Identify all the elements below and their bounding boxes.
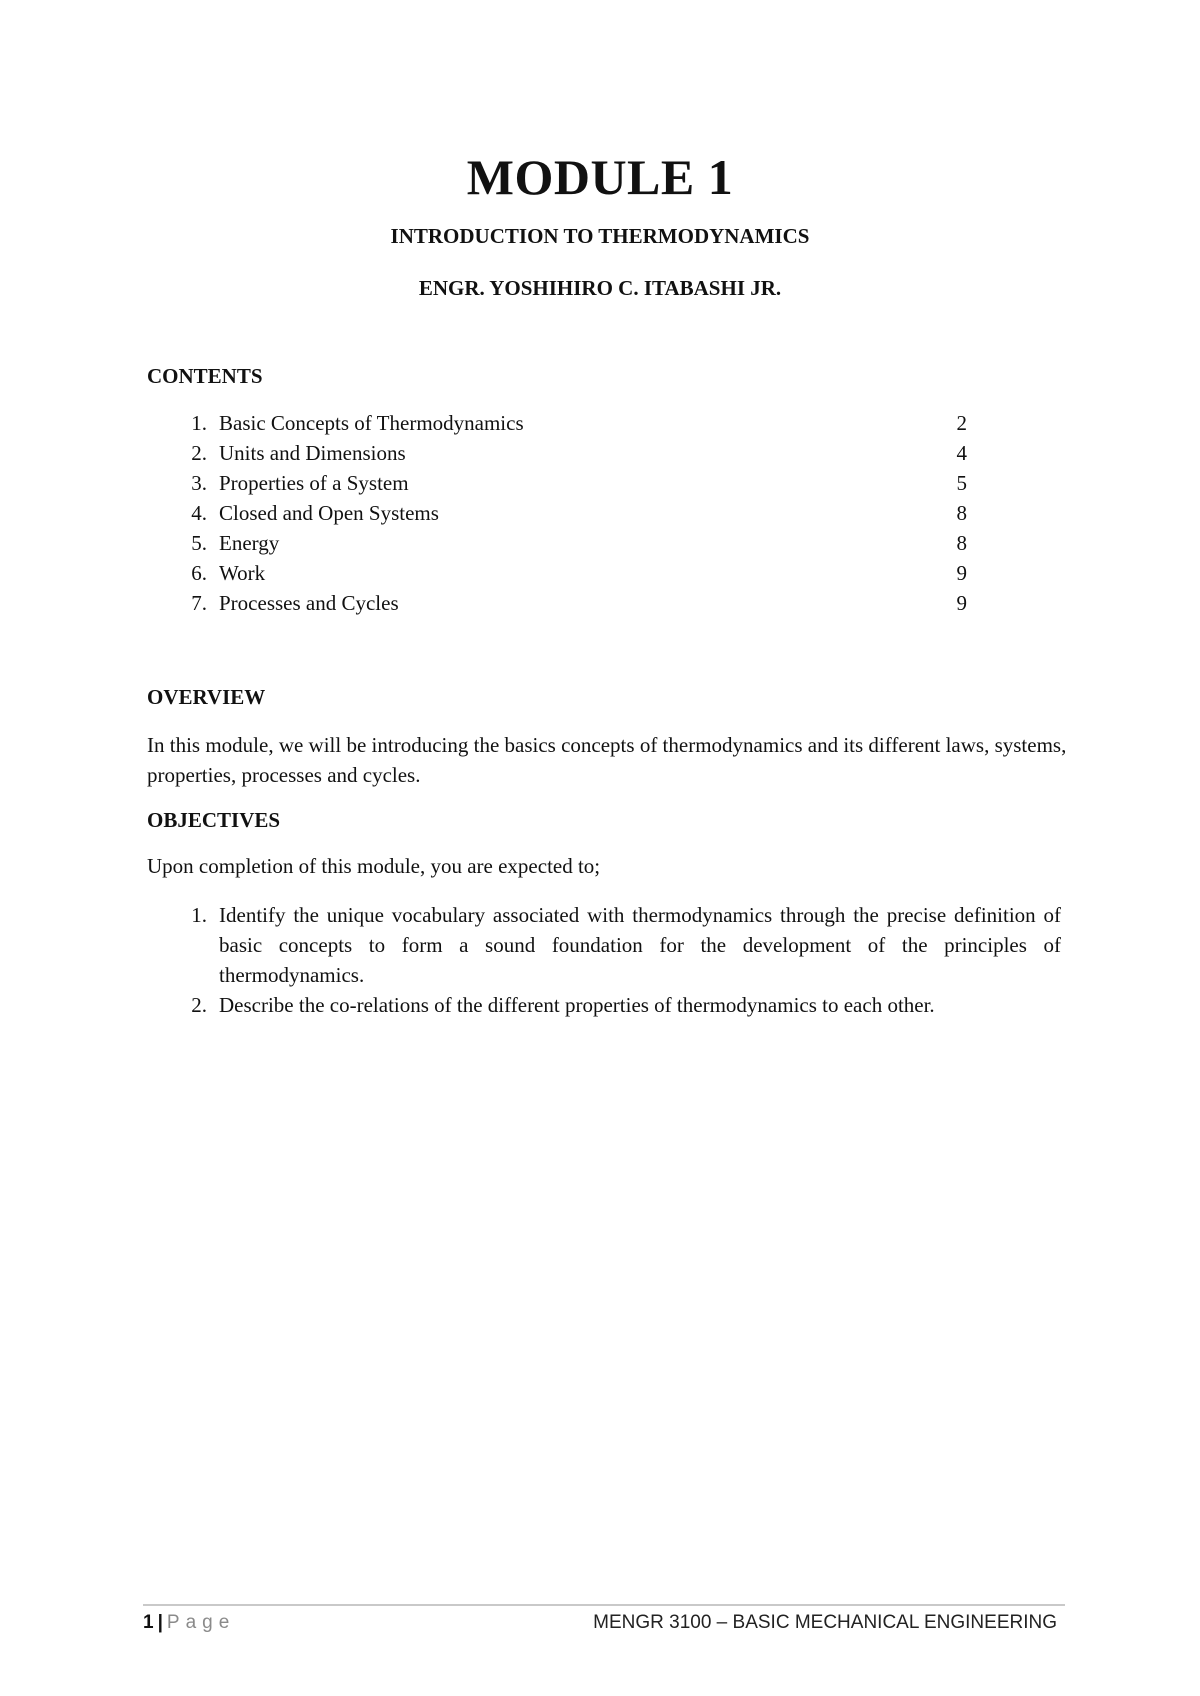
toc-item: [147, 558, 967, 588]
toc-item-number: 6.: [191, 561, 207, 585]
module-subtitle: INTRODUCTION TO THERMODYNAMICS: [390, 224, 810, 248]
overview-heading: OVERVIEW: [147, 685, 266, 709]
toc-item-title: Properties of a System: [219, 471, 409, 495]
objective-number: 2.: [191, 993, 207, 1017]
page-indicator: [143, 1612, 235, 1634]
page-separator: |: [157, 1612, 163, 1633]
author-name: ENGR. YOSHIHIRO C. ITABASHI JR.: [418, 276, 782, 300]
toc-item-page: 9: [956, 561, 967, 585]
toc-item: [147, 468, 967, 498]
toc-item-page: 9: [956, 591, 967, 615]
page-number: 1: [143, 1612, 154, 1633]
toc-item-title: Basic Concepts of Thermodynamics: [219, 411, 524, 435]
toc-item-title: Processes and Cycles: [219, 591, 399, 615]
objective-text: Identify the unique vocabulary associated with thermodynamics through the precise definition of basic concepts to form a sound foundation for the development of the principles of thermodynamics.: [219, 903, 1061, 987]
toc-item: [147, 528, 967, 558]
toc-item-title: Closed and Open Systems: [219, 501, 439, 525]
toc-item: [147, 498, 967, 528]
objectives-list: [147, 900, 1061, 1020]
toc-item: [147, 588, 967, 618]
course-footer: MENGR 3100 – BASIC MECHANICAL ENGINEERING: [593, 1612, 1057, 1633]
toc-item-number: 3.: [191, 471, 207, 495]
objective-number: 1.: [191, 903, 207, 927]
toc-item-page: 8: [956, 531, 967, 555]
objective-text: Describe the co-relations of the different properties of thermodynamics to each other.: [219, 993, 935, 1017]
toc-item-page: 2: [956, 411, 967, 435]
toc-item-title: Units and Dimensions: [219, 441, 406, 465]
toc-item-page: 4: [956, 441, 967, 465]
toc-item-number: 7.: [191, 591, 207, 615]
toc-item-number: 1.: [191, 411, 207, 435]
table-of-contents: [147, 408, 967, 618]
toc-item-title: Work: [219, 561, 266, 585]
contents-heading: CONTENTS: [147, 364, 263, 388]
toc-item-page: 8: [956, 501, 967, 525]
page-label: Page: [166, 1612, 236, 1633]
overview-text: In this module, we will be introducing the basics concepts of thermodynamics and its different laws, systems, properties, processes and cycles.: [147, 733, 1067, 787]
objective-item: [147, 990, 1061, 1020]
toc-item-title: Energy: [219, 531, 280, 555]
objectives-heading: OBJECTIVES: [147, 808, 281, 832]
toc-item: [147, 408, 967, 438]
toc-item-number: 2.: [191, 441, 207, 465]
footer-divider: [143, 1604, 1065, 1606]
toc-item-number: 4.: [191, 501, 207, 525]
objective-item: [147, 900, 1061, 990]
module-title: MODULE 1: [466, 149, 734, 205]
toc-item-number: 5.: [191, 531, 207, 555]
objectives-intro: Upon completion of this module, you are expected to;: [147, 854, 601, 878]
toc-item: [147, 438, 967, 468]
toc-item-page: 5: [956, 471, 967, 495]
